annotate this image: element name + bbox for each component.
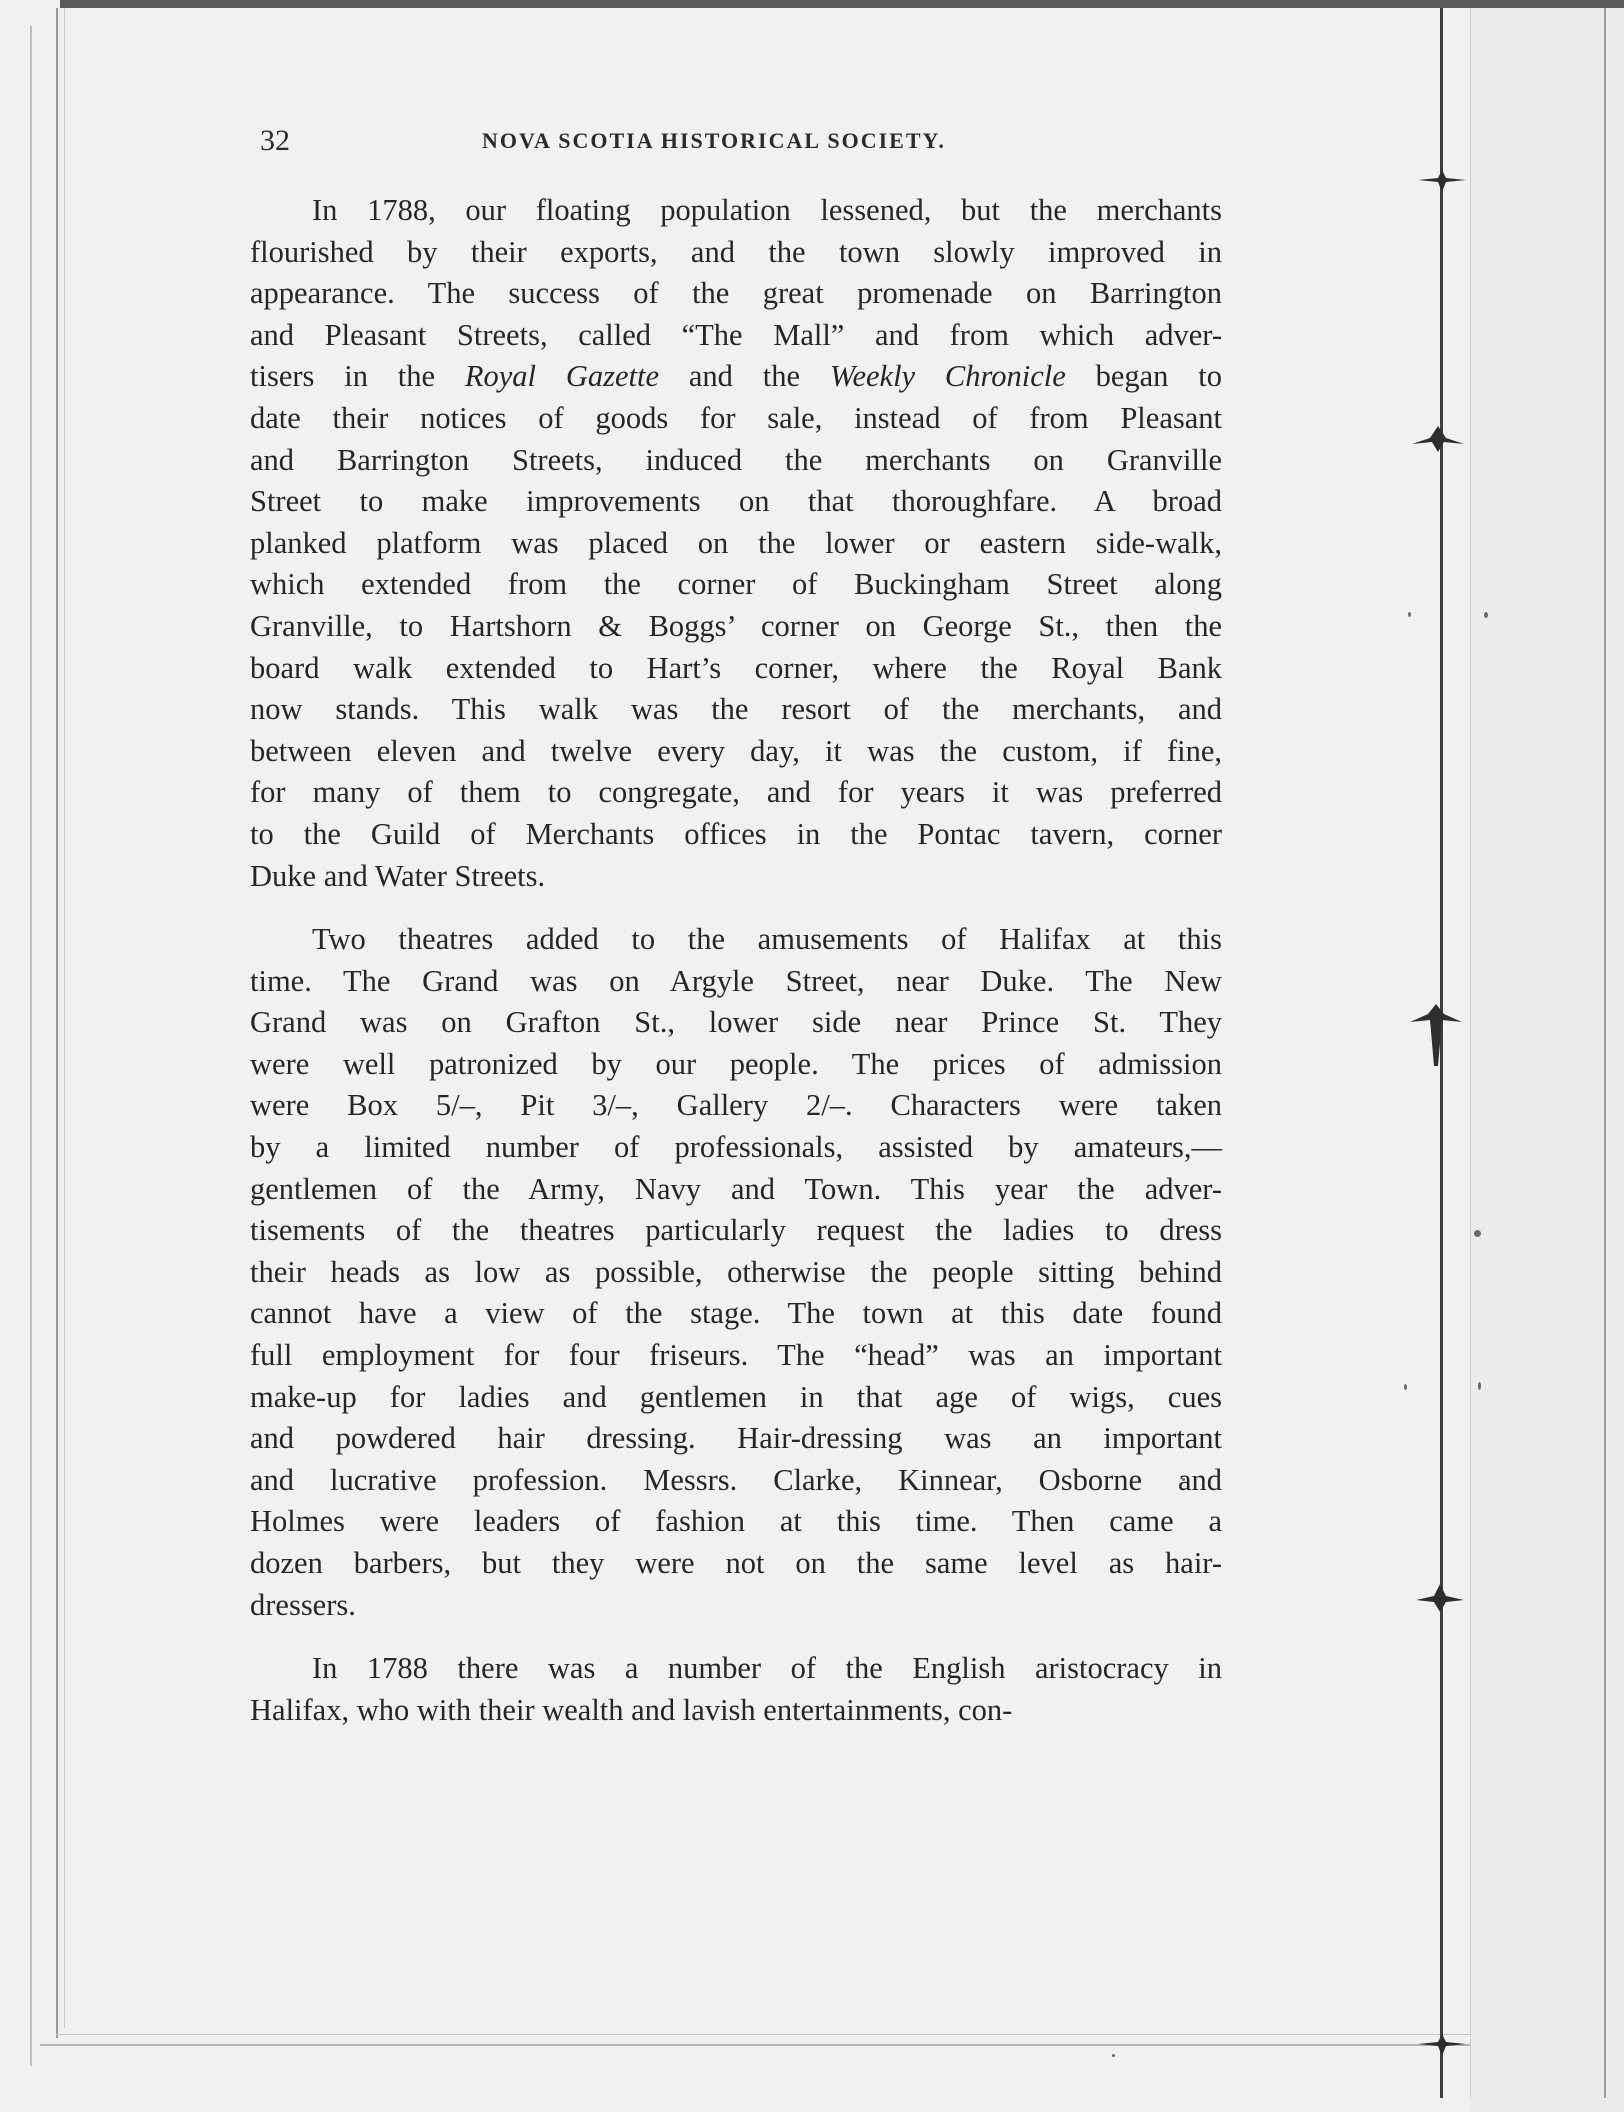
speck	[1484, 612, 1488, 618]
text-line: by a limited number of professionals, assisted by amateurs,—	[250, 1130, 1222, 1165]
text-line: and Pleasant Streets, called “The Mall” and from which adver-	[250, 317, 1222, 352]
speck	[1408, 612, 1411, 617]
text-line: for many of them to congregate, and for years it was preferred	[250, 775, 1222, 810]
text-line: Grand was on Grafton St., lower side near Prince St. They	[250, 1005, 1222, 1040]
speck	[1474, 1230, 1481, 1237]
text-line: cannot have a view of the stage. The town at this date found	[250, 1296, 1222, 1331]
scan-top-edge	[60, 0, 1624, 8]
text-line: full employment for four friseurs. The “head” was an important	[250, 1338, 1222, 1373]
paragraph	[250, 190, 1222, 897]
running-head: NOVA SCOTIA HISTORICAL SOCIETY.	[482, 128, 946, 153]
text-line: Two theatres added to the amusements of Halifax at this	[312, 922, 1222, 957]
left-page-edge-faint	[64, 8, 65, 2028]
stitch-mark-icon	[1412, 1578, 1468, 1618]
text-line: Holmes were leaders of fashion at this time. Then came a	[250, 1504, 1222, 1539]
paragraph	[250, 1648, 1222, 1731]
stitch-mark-icon	[1410, 418, 1466, 458]
text-line: Duke and Water Streets.	[250, 858, 546, 893]
text-line: In 1788 there was a number of the English aristocracy in	[312, 1651, 1222, 1686]
speck	[1112, 2054, 1115, 2057]
stitch-mark-icon	[1414, 160, 1470, 200]
text-line: now stands. This walk was the resort of the merchants, and	[250, 692, 1222, 727]
text-line: and Barrington Streets, induced the merchants on Granville	[250, 442, 1222, 477]
body-text	[250, 190, 1222, 1753]
text-line: and lucrative profession. Messrs. Clarke, Kinnear, Osborne and	[250, 1462, 1222, 1497]
text-line: to the Guild of Merchants offices in the Pontac tavern, corner	[250, 816, 1222, 851]
text-line: flourished by their exports, and the town slowly improved in	[250, 234, 1222, 269]
text-line: make-up for ladies and gentlemen in that age of wigs, cues	[250, 1379, 1222, 1414]
text-line: In 1788, our floating population lessened, but the merchants	[312, 193, 1222, 227]
facing-page-strip	[1470, 8, 1624, 2112]
text-line: Street to make improvements on that thoroughfare. A broad	[250, 484, 1222, 519]
text-line: tisements of the theatres particularly request the ladies to dress	[250, 1213, 1222, 1248]
text-line: Granville, to Hartshorn & Boggs’ corner on George St., then the	[250, 608, 1222, 643]
text-line: between eleven and twelve every day, it was the custom, if fine,	[250, 733, 1222, 768]
text-line: appearance. The success of the great promenade on Barrington	[250, 276, 1222, 311]
speck	[1404, 1384, 1407, 1390]
text-line: which extended from the corner of Buckingham Street along	[250, 567, 1222, 602]
text-line: were Box 5/–, Pit 3/–, Gallery 2/–. Characters were taken	[250, 1088, 1222, 1123]
left-page-edge-inner	[56, 8, 58, 2038]
facing-page-edge	[1604, 8, 1606, 2098]
speck	[1478, 1382, 1481, 1390]
paragraph	[250, 919, 1222, 1626]
text-line: dozen barbers, but they were not on the same level as hair-	[250, 1546, 1222, 1580]
left-page-edge	[30, 26, 32, 2066]
text-line: were well patronized by our people. The prices of admission	[250, 1046, 1222, 1081]
page-number: 32	[260, 124, 290, 157]
bottom-page-edge-inner	[56, 2034, 1476, 2035]
text-line: tisers in the Royal Gazette and the Weekly Chronicle began to	[250, 359, 1222, 394]
bottom-page-edge	[40, 2044, 1480, 2046]
binding-gutter-faint	[1470, 8, 1471, 2098]
text-line: gentlemen of the Army, Navy and Town. This year the adver-	[250, 1171, 1222, 1206]
text-line: date their notices of goods for sale, instead of from Pleasant	[250, 400, 1222, 435]
text-line: their heads as low as possible, otherwise the people sitting behind	[250, 1254, 1222, 1289]
page-header	[260, 124, 1260, 164]
text-line: dressers.	[250, 1587, 356, 1622]
text-line: planked platform was placed on the lower or eastern side-walk,	[250, 525, 1222, 560]
stitch-mark-icon	[1408, 1000, 1464, 1070]
stitch-mark-icon	[1414, 2024, 1470, 2064]
text-line: Halifax, who with their wealth and lavish entertainments, con-	[250, 1692, 1013, 1727]
text-line: board walk extended to Hart’s corner, where the Royal Bank	[250, 650, 1222, 685]
text-line: and powdered hair dressing. Hair-dressing was an important	[250, 1421, 1222, 1456]
text-line: time. The Grand was on Argyle Street, near Duke. The New	[250, 963, 1222, 998]
